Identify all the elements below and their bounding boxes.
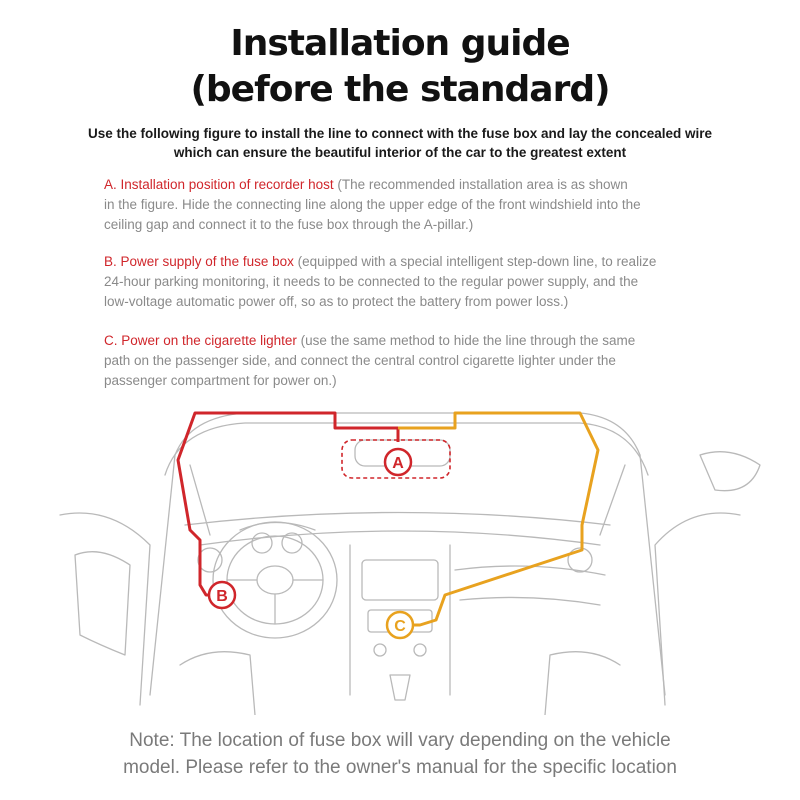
page-title-line-2: (before the standard) [190, 69, 610, 110]
section-c-text: path on the passenger side, and connect the central control cigarette lighter under the [104, 353, 616, 368]
section-a-text: (The recommended installation area is as shown [333, 177, 628, 192]
section-a-heading: A. Installation position of recorder host [104, 177, 334, 192]
section-c-heading: C. Power on the cigarette lighter [104, 333, 297, 348]
marker-b [209, 582, 235, 608]
marker-c [387, 612, 413, 638]
marker-c-label: C [394, 618, 406, 635]
orange-wire-route [398, 413, 598, 625]
section-c-text: (use the same method to hide the line through the same [296, 333, 636, 348]
subtitle-line-1: Use the following figure to install the line to connect with the fuse box and lay the concealed wire [87, 126, 713, 141]
marker-a-label: A [392, 455, 404, 472]
section-c-text: passenger compartment for power on.) [104, 373, 337, 388]
footer-note-line-2: model. Please refer to the owner's manual for the specific location [123, 757, 677, 778]
section-b-text: (equipped with a special intelligent step-down line, to realize [293, 254, 657, 269]
section-c [104, 331, 724, 391]
page-title-line-1: Installation guide [230, 23, 570, 64]
marker-b-label: B [216, 588, 228, 605]
section-a-text: in the figure. Hide the connecting line along the upper edge of the front windshield into the [104, 197, 641, 212]
section-a-text: ceiling gap and connect it to the fuse box through the A-pillar.) [104, 217, 474, 232]
section-b-text: low-voltage automatic power off, so as to protect the battery from power loss.) [104, 294, 569, 309]
section-a [104, 175, 724, 235]
marker-a [385, 449, 411, 475]
car-interior-diagram [0, 395, 800, 715]
section-b [104, 252, 724, 312]
section-b-text: 24-hour parking monitoring, it needs to be connected to the regular power supply, and the [104, 274, 639, 289]
footer-note-line-1: Note: The location of fuse box will vary depending on the vehicle [129, 730, 671, 751]
subtitle-line-2: which can ensure the beautiful interior of the car to the greatest extent [173, 145, 627, 160]
section-b-heading: B. Power supply of the fuse box [104, 254, 294, 269]
